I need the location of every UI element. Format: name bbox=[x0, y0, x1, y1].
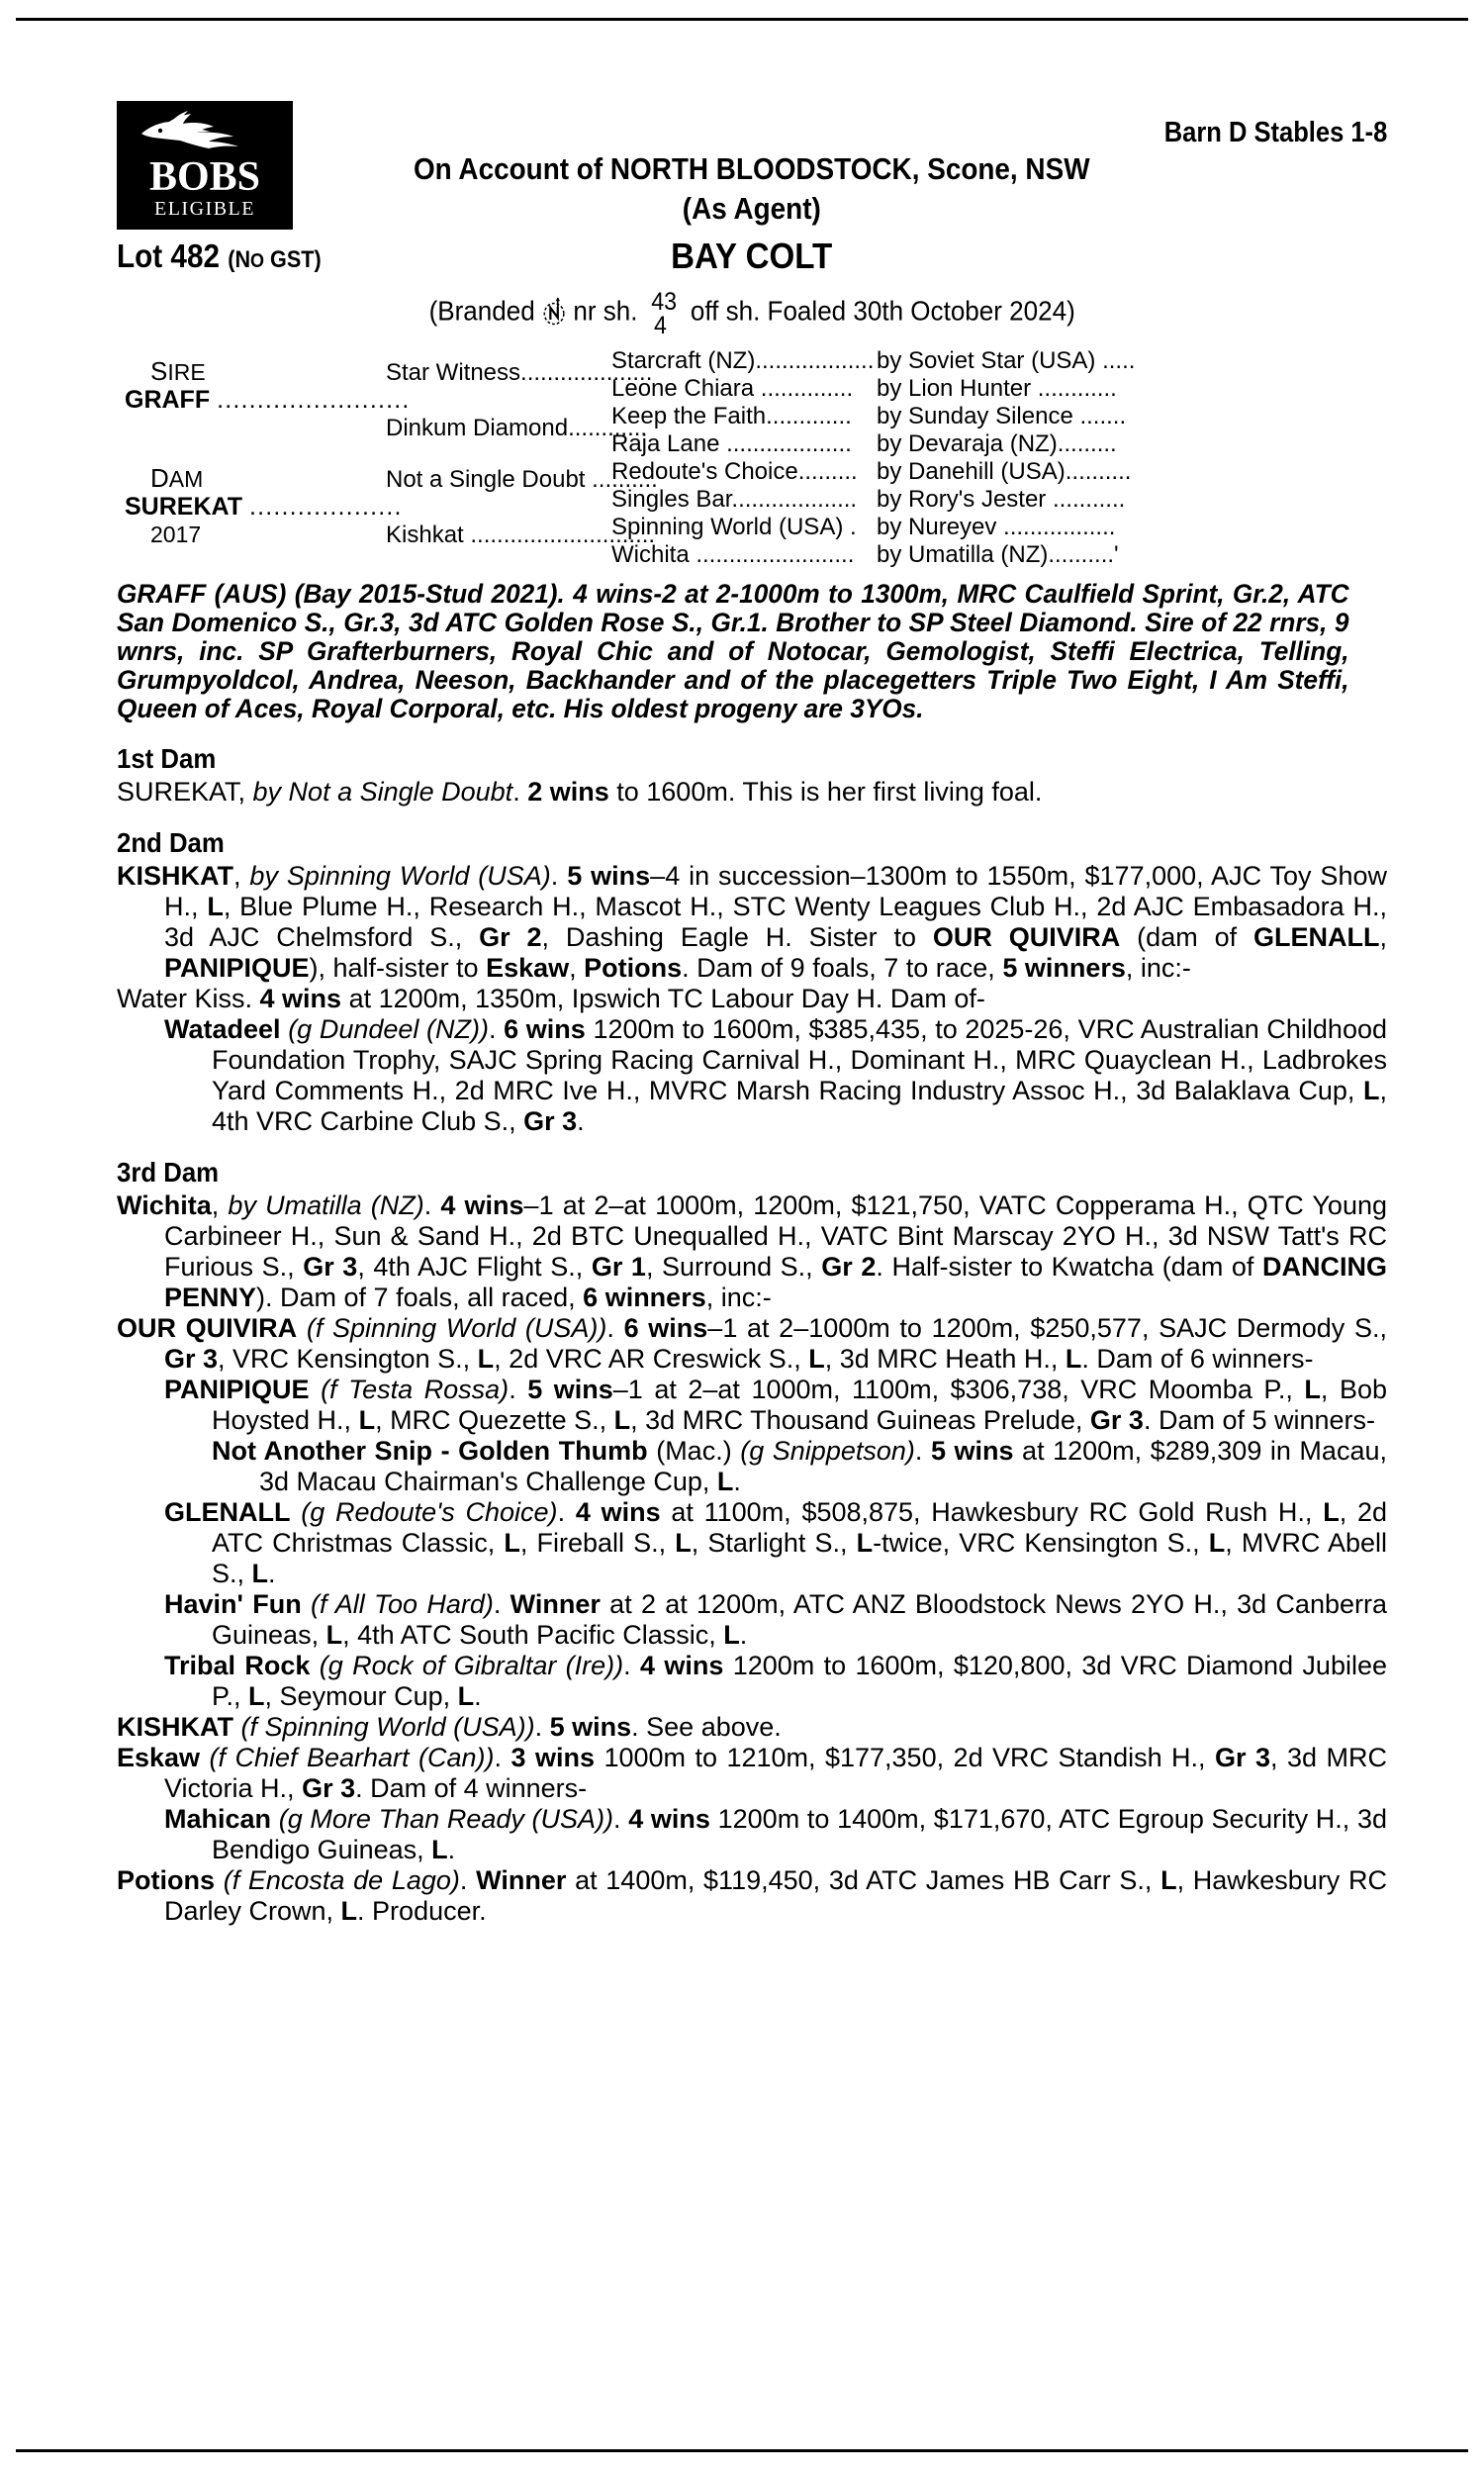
entry-run: . bbox=[474, 1681, 482, 1711]
entry-run: –1 at 2–at 1000m, 1100m, $306,738, VRC Moomba P., bbox=[612, 1375, 1305, 1404]
account-of-line bbox=[117, 151, 1387, 187]
gen3-line: Keep the Faith............. bbox=[611, 403, 852, 429]
pedigree-entry bbox=[117, 1804, 1387, 1865]
gen3-line: Wichita ........................ bbox=[611, 541, 855, 568]
entry-run: , 3d MRC Heath H., bbox=[824, 1344, 1066, 1374]
page-content bbox=[117, 89, 1387, 1927]
gen2-sire-sire: Star Witness.................... bbox=[386, 359, 653, 386]
entry-run bbox=[200, 1743, 209, 1772]
entry-run bbox=[297, 1313, 307, 1343]
entry-run: Gr 3 bbox=[1089, 1405, 1144, 1435]
entry-run: OUR QUIVIRA bbox=[932, 922, 1121, 952]
pedigree-entry bbox=[117, 1589, 1387, 1651]
entry-run: . Dam of 9 foals, 7 to race, bbox=[682, 953, 1003, 983]
pedigree-entry bbox=[117, 1865, 1387, 1927]
dam-block bbox=[125, 463, 403, 547]
gen4-line: by Rory's Jester ........... bbox=[877, 486, 1126, 513]
entry-run: , 3d MRC Victoria H., bbox=[164, 1743, 1387, 1803]
entry-run: 5 wins bbox=[549, 1712, 632, 1742]
entry-run: KISHKAT bbox=[117, 1712, 233, 1742]
entry-run: , Seymour Cup, bbox=[264, 1681, 458, 1711]
entry-run: L bbox=[1160, 1865, 1177, 1895]
entry-run: 4 wins bbox=[259, 984, 342, 1013]
pedigree-table bbox=[117, 348, 1387, 576]
entry-run: Gr 2 bbox=[479, 922, 542, 952]
entry-run: (f Testa Rossa) bbox=[321, 1375, 510, 1404]
entry-run: L bbox=[477, 1344, 495, 1374]
sire-label: SIRE bbox=[150, 356, 206, 386]
entry-run: , 2d ATC Christmas Classic, bbox=[212, 1497, 1387, 1558]
entry-run: . Half-sister to Kwatcha (dam of bbox=[876, 1252, 1262, 1282]
gen3-line: Spinning World (USA) . bbox=[611, 514, 857, 540]
entry-run: , Fireball S., bbox=[519, 1528, 676, 1558]
entry-run: . bbox=[733, 1467, 741, 1496]
gen3-line: Redoute's Choice......... bbox=[611, 458, 858, 485]
entry-run: . bbox=[606, 1313, 624, 1343]
bobs-eligible-sublabel: ELIGIBLE bbox=[154, 198, 255, 220]
entry-run: GLENALL bbox=[164, 1497, 291, 1527]
entry-run: SUREKAT, bbox=[117, 777, 253, 807]
entry-run: (f All Too Hard) bbox=[310, 1589, 494, 1619]
entry-run: . bbox=[459, 1865, 477, 1895]
dam-section-heading-text: 1st Dam bbox=[117, 743, 217, 774]
dam-section-heading bbox=[117, 827, 1387, 859]
gen3-line: Raja Lane ................... bbox=[611, 430, 852, 457]
entry-run: L bbox=[248, 1681, 265, 1711]
no-gst-label: (NO GST) bbox=[228, 246, 322, 273]
entry-run: L bbox=[457, 1681, 475, 1711]
pedigree-entry bbox=[117, 1712, 1387, 1743]
entry-run: ). Dam of 7 foals, all raced, bbox=[256, 1283, 584, 1312]
sire-summary-paragraph: GRAFF (AUS) (Bay 2015-Stud 2021). 4 wins-2 at 2-1000m to 1300m, MRC Caulfield Sprint, Gr.2, ATC San Domenico S., Gr.3, 3d ATC Golden Rose S., Gr.1. Brother to SP Steel Diamond. Sire of 22 rnrs, 9 wnrs, inc. SP Grafterburners, Royal Chic and of Notocar, Gemologist, Steffi Electrica, Telling, Grumpyoldcol, Andrea, Neeson, Backhander and of the placegetters Triple Two Eight, I Am Steffi, Queen of Aces, Royal Corporal, etc. His oldest progeny are 3YOs. bbox=[117, 579, 1349, 723]
brand-fraction-top: 43 bbox=[651, 288, 677, 316]
entry-run: PANIPIQUE bbox=[164, 1375, 310, 1404]
branded-mid: nr sh. bbox=[573, 295, 638, 327]
entry-run: (g Dundeel (NZ)) bbox=[288, 1014, 489, 1044]
entry-run: , Hawkesbury RC Darley Crown, bbox=[164, 1865, 1387, 1926]
entry-run: L bbox=[856, 1528, 874, 1558]
gen4-line: by Lion Hunter ............ bbox=[877, 375, 1117, 402]
entry-run: L bbox=[431, 1835, 448, 1864]
as-agent-line bbox=[117, 191, 1387, 227]
entry-run: Gr 3 bbox=[1215, 1743, 1271, 1772]
bobs-wordmark: BOBS bbox=[148, 154, 261, 200]
entry-run: GLENALL bbox=[1252, 922, 1380, 952]
entry-run: Havin' Fun bbox=[164, 1589, 302, 1619]
entry-run: Tribal Rock bbox=[164, 1651, 311, 1680]
entry-run: L bbox=[504, 1528, 520, 1558]
brand-fraction bbox=[651, 290, 677, 337]
entry-run: Gr 3 bbox=[523, 1106, 578, 1136]
pedigree-entry bbox=[117, 984, 1387, 1014]
dam-label-text: AM bbox=[168, 466, 204, 492]
entry-run: Gr 2 bbox=[821, 1252, 877, 1282]
entry-run: by Spinning World (USA) bbox=[249, 861, 551, 891]
entry-run: , 3d MRC Thousand Guineas Prelude, bbox=[630, 1405, 1090, 1435]
entry-run: 4 wins bbox=[440, 1190, 524, 1220]
entry-run: Not Another Snip - Golden Thumb bbox=[212, 1436, 648, 1466]
entry-run: (g Redoute's Choice) bbox=[301, 1497, 558, 1527]
entry-run: –1 at 2–at 1000m, 1200m, $121,750, VATC Copperama H., QTC Young Carbineer H., Sun & Sand H., 2d BTC Unequalled H., VATC Bint Marscay 2YO H., 3d NSW Tatt's RC Furious S., bbox=[164, 1190, 1387, 1282]
entry-run: KISHKAT bbox=[117, 861, 233, 891]
gen4-line: by Devaraja (NZ)......... bbox=[877, 430, 1117, 457]
lot-title-row bbox=[117, 238, 1387, 289]
entry-run: , 4th VRC Carbine Club S., bbox=[212, 1076, 1387, 1136]
barn-stables-label: Barn D Stables 1-8 bbox=[1163, 117, 1387, 148]
pedigree-entry bbox=[117, 777, 1387, 808]
entry-run: . See above. bbox=[631, 1712, 782, 1742]
dam-section-heading bbox=[117, 743, 1387, 775]
gen4-line: by Sunday Silence ....... bbox=[877, 403, 1127, 429]
pedigree-entry bbox=[117, 861, 1387, 984]
entry-run: (g Rock of Gibraltar (Ire)) bbox=[319, 1651, 624, 1680]
entry-run: , inc:- bbox=[1125, 953, 1191, 983]
entry-run: , inc:- bbox=[705, 1283, 772, 1312]
dam-label: DAM bbox=[150, 463, 204, 493]
entry-run: Gr 1 bbox=[591, 1252, 646, 1282]
entry-run: by Umatilla (NZ) bbox=[228, 1190, 424, 1220]
entry-run: OUR QUIVIRA bbox=[117, 1313, 298, 1343]
entry-run: 4 wins bbox=[628, 1804, 710, 1834]
entry-run: at 1100m, $508,875, Hawkesbury RC Gold Rush H., bbox=[660, 1497, 1324, 1527]
entry-run: (f Spinning World (USA)) bbox=[240, 1712, 535, 1742]
sire-block bbox=[125, 356, 411, 415]
entry-run: L bbox=[1304, 1375, 1321, 1404]
branded-suffix: off sh. Foaled 30th October 2024) bbox=[690, 295, 1075, 327]
entry-run bbox=[291, 1497, 302, 1527]
dam-name: SUREKAT bbox=[125, 493, 242, 521]
entry-run: L bbox=[207, 892, 224, 921]
entry-run: , 2d VRC AR Creswick S., bbox=[494, 1344, 809, 1374]
entry-run: Gr 3 bbox=[302, 1773, 356, 1803]
page-bottom-rule bbox=[16, 2449, 1468, 2452]
gen3-line: Leone Chiara .............. bbox=[611, 375, 854, 402]
entry-run: Gr 3 bbox=[164, 1344, 219, 1374]
entry-run: (f Encosta de Lago) bbox=[223, 1865, 460, 1895]
entry-run: L bbox=[340, 1896, 358, 1926]
pedigree-entry bbox=[117, 1313, 1387, 1375]
entry-run: Mahican bbox=[164, 1804, 272, 1834]
entry-run: . bbox=[489, 1014, 505, 1044]
entry-run: Winner bbox=[510, 1589, 601, 1619]
entry-run: Gr 3 bbox=[303, 1252, 358, 1282]
entry-run: . bbox=[534, 1712, 550, 1742]
gen4-line: by Umatilla (NZ)..........' bbox=[877, 541, 1119, 568]
page-top-rule bbox=[16, 18, 1468, 21]
entry-run: , VRC Kensington S., bbox=[218, 1344, 478, 1374]
entry-run: at 2 at 1200m, ATC ANZ Bloodstock News 2YO H., 3d Canberra Guineas, bbox=[212, 1589, 1387, 1650]
entry-run: , Starlight S., bbox=[691, 1528, 857, 1558]
entry-run: (Mac.) bbox=[647, 1436, 741, 1466]
entry-run: L bbox=[1065, 1344, 1082, 1374]
entry-run: L bbox=[1323, 1497, 1340, 1527]
entry-run: Watadeel bbox=[164, 1014, 281, 1044]
entry-run: 2 wins bbox=[527, 777, 609, 807]
page-header bbox=[117, 89, 1387, 238]
entry-run: . bbox=[268, 1559, 276, 1588]
branded-line bbox=[117, 289, 1387, 338]
entry-run: . bbox=[423, 1190, 441, 1220]
pedigree-entry bbox=[117, 1014, 1387, 1137]
entry-run: . bbox=[914, 1436, 931, 1466]
entry-run: 5 wins bbox=[527, 1375, 613, 1404]
entry-run: L bbox=[358, 1405, 376, 1435]
entry-run: Winner bbox=[476, 1865, 567, 1895]
entry-run: 5 winners bbox=[1002, 953, 1126, 983]
gen2-dam-dam: Kishkat ............................ bbox=[386, 522, 656, 548]
entry-run: , MRC Quezette S., bbox=[375, 1405, 614, 1435]
entry-run bbox=[215, 1865, 224, 1895]
entry-run: 4 wins bbox=[575, 1497, 661, 1527]
dam-dots: ................... bbox=[248, 493, 403, 521]
entry-run: , MVRC Abell S., bbox=[212, 1528, 1387, 1588]
entry-run: . bbox=[550, 861, 568, 891]
entry-run: 1200m to 1400m, $171,670, ATC Egroup Security H., 3d Bendigo Guineas, bbox=[212, 1804, 1387, 1864]
entry-run: (f Spinning World (USA)) bbox=[306, 1313, 607, 1343]
brand-fraction-bottom: 4 bbox=[653, 312, 667, 339]
dam-section-heading-text: 2nd Dam bbox=[117, 827, 225, 858]
entry-run: Wichita bbox=[117, 1190, 212, 1220]
entry-run: L bbox=[613, 1405, 631, 1435]
entry-run bbox=[302, 1589, 311, 1619]
sire-name-row bbox=[125, 385, 411, 415]
entry-run: , bbox=[1379, 922, 1387, 952]
entry-run: Potions bbox=[117, 1865, 215, 1895]
entry-run: . Producer. bbox=[357, 1896, 487, 1926]
page-title-text: BAY COLT bbox=[671, 236, 833, 276]
brand-mark-icon bbox=[542, 296, 566, 326]
entry-run: Water Kiss. bbox=[117, 984, 260, 1013]
entry-run: PANIPIQUE bbox=[164, 953, 310, 983]
horse-head-icon bbox=[136, 110, 274, 155]
entry-run: DANCING PENNY bbox=[164, 1252, 1387, 1312]
entry-run: . bbox=[447, 1835, 456, 1864]
entry-run: L bbox=[1362, 1076, 1380, 1105]
account-of-text: On Account of NORTH BLOODSTOCK, Scone, NSW bbox=[414, 151, 1090, 186]
gen4-line: by Nureyev ................. bbox=[877, 514, 1116, 540]
gen2-sire-dam: Dinkum Diamond............ bbox=[386, 415, 648, 441]
entry-run: by Not a Single Doubt bbox=[252, 777, 513, 807]
gen4-line: by Soviet Star (USA) ..... bbox=[877, 347, 1136, 374]
entry-run: 3 wins bbox=[510, 1743, 595, 1772]
entry-run: 6 wins bbox=[504, 1014, 586, 1044]
entry-run bbox=[310, 1651, 319, 1680]
entry-run: , Bob Hoysted H., bbox=[212, 1375, 1387, 1435]
dam-section-heading bbox=[117, 1157, 1387, 1189]
entry-run: 5 wins bbox=[567, 861, 651, 891]
entry-run: . bbox=[557, 1497, 576, 1527]
entry-run: , bbox=[569, 953, 585, 983]
entry-run: Eskaw bbox=[117, 1743, 201, 1772]
entry-run: L bbox=[325, 1620, 343, 1650]
pedigree-entry bbox=[117, 1190, 1387, 1313]
pedigree-entry bbox=[117, 1436, 1387, 1497]
gen4-line: by Danehill (USA).......... bbox=[877, 458, 1132, 485]
entry-run: 5 wins bbox=[930, 1436, 1014, 1466]
entry-run: at 1400m, $119,450, 3d ATC James HB Carr S., bbox=[566, 1865, 1161, 1895]
entry-run: Eskaw bbox=[486, 953, 570, 983]
entry-run bbox=[233, 1712, 241, 1742]
entry-run: Potions bbox=[584, 953, 683, 983]
entry-run: (f Chief Bearhart (Can)) bbox=[209, 1743, 495, 1772]
entry-run: . bbox=[613, 1804, 629, 1834]
entry-run: . Dam of 5 winners- bbox=[1143, 1405, 1376, 1435]
entry-run: L bbox=[675, 1528, 692, 1558]
dam-name-row bbox=[125, 492, 403, 522]
dam-sections bbox=[117, 743, 1387, 1927]
entry-run: (g Snippetson) bbox=[740, 1436, 915, 1466]
dam-section-heading-text: 3rd Dam bbox=[117, 1157, 220, 1188]
entry-run: . bbox=[739, 1620, 748, 1650]
pedigree-entry bbox=[117, 1651, 1387, 1712]
branded-prefix: (Branded bbox=[428, 295, 535, 327]
entry-run: 1200m to 1600m, $120,800, 3d VRC Diamond Jubilee P., bbox=[212, 1651, 1387, 1711]
gen2-dam-sire: Not a Single Doubt .......... bbox=[386, 466, 658, 493]
entry-run: , 4th AJC Flight S., bbox=[357, 1252, 592, 1282]
lot-number-text: Lot 482 bbox=[117, 238, 220, 274]
entry-run: (g More Than Ready (USA)) bbox=[278, 1804, 614, 1834]
entry-run: at 1200m, $289,309 in Macau, 3d Macau Chairman's Challenge Cup, bbox=[259, 1436, 1387, 1496]
entry-run: , bbox=[233, 861, 250, 891]
entry-run: , Surround S., bbox=[645, 1252, 822, 1282]
entry-run: L bbox=[808, 1344, 825, 1374]
entry-run: . bbox=[494, 1743, 511, 1772]
entry-run: 6 wins bbox=[623, 1313, 708, 1343]
entry-run: . bbox=[512, 777, 528, 807]
entry-run: to 1600m. This is her first living foal. bbox=[608, 777, 1043, 807]
entry-run: 6 winners bbox=[583, 1283, 706, 1312]
entry-run: –1 at 2–1000m to 1200m, $250,577, SAJC Dermody S., bbox=[707, 1313, 1387, 1343]
entry-run bbox=[271, 1804, 279, 1834]
entry-run: . Dam of 4 winners- bbox=[355, 1773, 588, 1803]
entry-run: , bbox=[211, 1190, 229, 1220]
entry-run: , Dashing Eagle H. Sister to bbox=[541, 922, 933, 952]
entry-run: . bbox=[623, 1651, 640, 1680]
entry-run bbox=[310, 1375, 322, 1404]
entry-run: –4 in succession–1300m to 1550m, $177,000, AJC Toy Show H., bbox=[164, 861, 1387, 921]
dam-year: 2017 bbox=[150, 522, 202, 547]
page-title bbox=[117, 236, 1387, 277]
entry-run: . Dam of 6 winners- bbox=[1081, 1344, 1314, 1374]
entry-run: 1200m to 1600m, $385,435, to 2025-26, VRC Australian Childhood Foundation Trophy, SAJC Spring Racing Carnival H., Dominant H., MRC Quayclean H., Ladbrokes Yard Comments H., 2d MRC Ive H., MVRC Marsh Racing Industry Assoc H., 3d Balaklava Cup, bbox=[212, 1014, 1387, 1105]
entry-run: L bbox=[716, 1467, 734, 1496]
entry-run: , Blue Plume H., Research H., Mascot H., STC Wenty Leagues Club H., 2d AJC Embasadora H., 3d AJC Chelmsford S., bbox=[164, 892, 1387, 952]
sire-dots: ........................ bbox=[217, 386, 411, 414]
entry-run: ), half-sister to bbox=[309, 953, 487, 983]
pedigree-entry bbox=[117, 1743, 1387, 1804]
entry-run: at 1200m, 1350m, Ipswich TC Labour Day H. Dam of- bbox=[341, 984, 985, 1013]
entry-run: -twice, VRC Kensington S., bbox=[873, 1528, 1209, 1558]
gen3-line: Singles Bar................... bbox=[611, 486, 858, 513]
pedigree-entry bbox=[117, 1375, 1387, 1436]
pedigree-entry bbox=[117, 1497, 1387, 1589]
sire-label-text: IRE bbox=[167, 359, 206, 385]
entry-run: L bbox=[1208, 1528, 1226, 1558]
entry-run: . bbox=[509, 1375, 528, 1404]
entry-run: , 4th ATC South Pacific Classic, bbox=[342, 1620, 724, 1650]
sire-name: GRAFF bbox=[125, 386, 211, 414]
entry-run: . bbox=[493, 1589, 510, 1619]
as-agent-text: (As Agent) bbox=[682, 191, 822, 226]
entry-run: 4 wins bbox=[640, 1651, 724, 1680]
entry-run: (dam of bbox=[1120, 922, 1253, 952]
gen3-line: Starcraft (NZ).................. bbox=[611, 347, 875, 374]
entry-run: . bbox=[577, 1106, 585, 1136]
entry-run: L bbox=[723, 1620, 740, 1650]
entry-run: L bbox=[251, 1559, 269, 1588]
entry-run: 1000m to 1210m, $177,350, 2d VRC Standish H., bbox=[594, 1743, 1216, 1772]
